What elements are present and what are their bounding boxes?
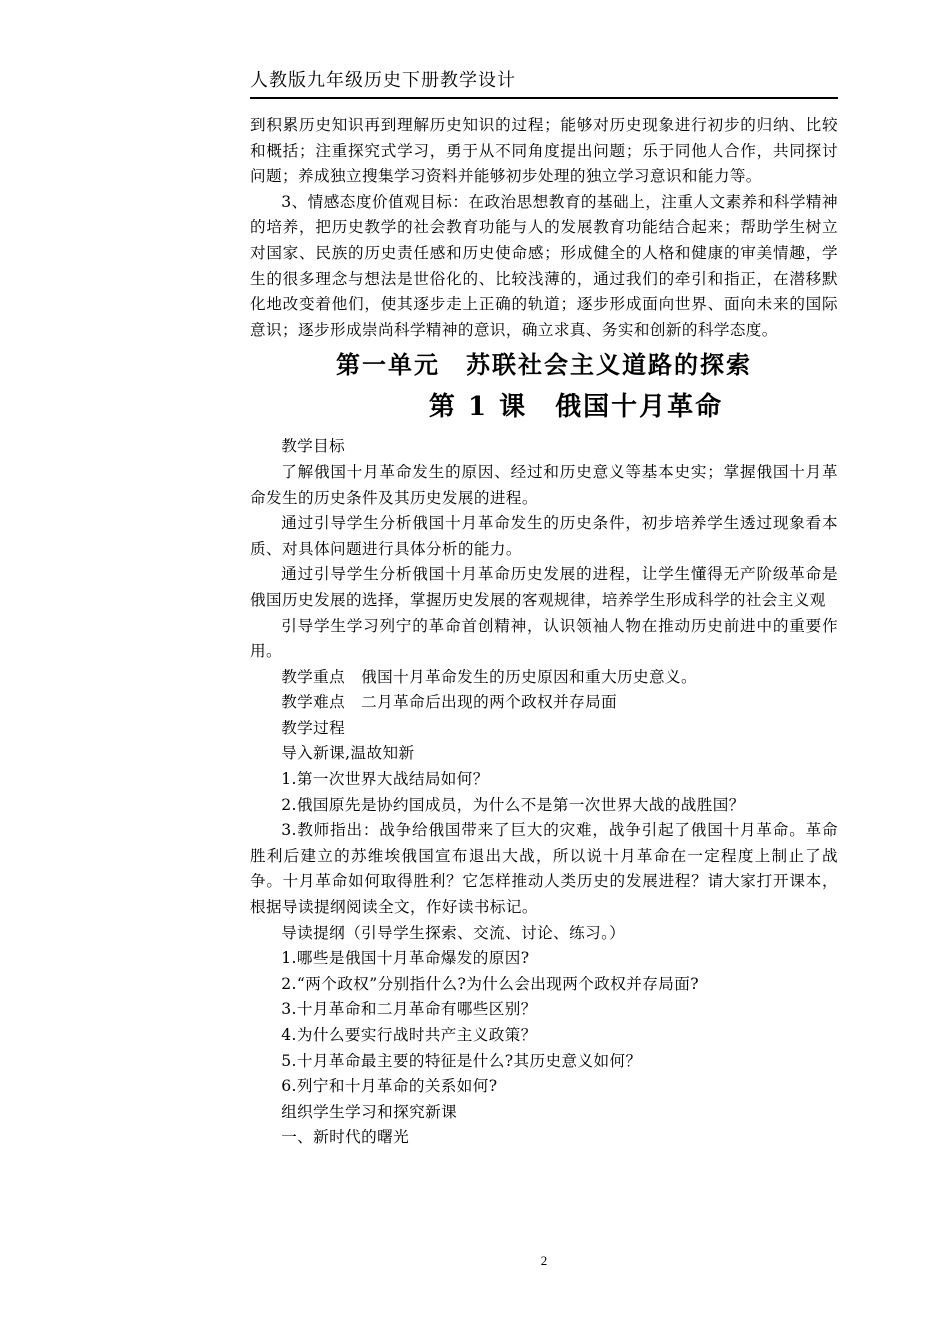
guide-item: 2.“两个政权”分别指什么?为什么会出现两个政权并存局面? [281,974,699,993]
guide-item: 3.十月革命和二月革命有哪些区别？ [281,1000,537,1019]
page-number: 2 [540,1253,548,1268]
affective-goal-paragraph: 3、情感态度价值观目标：在政治思想教育的基础上，注重人文素养和科学精神的培养，把历史教学的社会教育功能与人的发展教育功能结合起来；帮助学生树立对国家、民族的历史责任感和历史使命感；形成健全的人格和健康的审美情趣，学生的很多理念与想法是世俗化的、比较浅薄的，通过我们的牵引和指正，在潜移默化地改变着他们，使其逐步走上正确的轨道；逐步形成面向世界、面向未来的国际意识；逐步形成崇尚科学精神的意识，确立求真、务实和创新的科学态度。 [250,192,838,339]
objective-item: 通过引导学生分析俄国十月革命历史发展的进程，让学生懂得无产阶级革命是俄国历史发展的选择，掌握历史发展的客观规律，培养学生形成科学的社会主义观 [250,565,838,609]
teacher-note: 3.教师指出：战争给俄国带来了巨大的灾难，战争引起了俄国十月革命。革命胜利后建立的苏维埃俄国宣布退出大战，所以说十月革命在一定程度上制止了战争。十月革命如何取得胜利？它怎样推动人类历史的发展进程？请大家打开课本，根据导读提纲阅读全文，作好读书标记。 [250,821,838,917]
guide-item: 1.哪些是俄国十月革命爆发的原因? [281,949,530,968]
process-heading: 教学过程 [281,718,346,737]
guide-item: 4.为什么要实行战时共产主义政策？ [281,1026,537,1044]
lesson-title: 第 1 课 俄国十月革命 [428,392,724,423]
guide-item: 6.列宁和十月革命的关系如何? [281,1077,498,1096]
objective-item: 了解俄国十月革命发生的原因、经过和历史意义等基本史实；掌握俄国十月革命发生的历史条件及其历史发展的进程。 [250,462,838,507]
intro-heading: 导入新课,温故知新 [281,744,415,763]
objective-item: 通过引导学生分析俄国十月革命发生的历史条件，初步培养学生透过现象看本质、对具体问题进行具体分析的能力。 [250,514,838,558]
review-question: 1.第一次世界大战结局如何？ [281,770,489,789]
organize-heading: 组织学生学习和探究新课 [281,1102,458,1121]
objectives-heading: 教学目标 [281,437,346,456]
guide-heading: 导读提纲（引导学生探索、交流、讨论、练习。） [281,923,626,942]
running-header: 人教版九年级历史下册教学设计 [250,70,516,91]
section-heading: 一、新时代的曙光 [281,1128,410,1147]
page-content [250,113,838,1151]
key-point: 教学重点 俄国十月革命发生的历史原因和重大历史意义。 [281,667,698,686]
header-divider [250,97,838,99]
objective-item: 引导学生学习列宁的革命首创精神，认识领袖人物在推动历史前进中的重要作用。 [250,616,838,661]
review-question: 2.俄国原先是协约国成员，为什么不是第一次世界大战的战胜国？ [281,795,745,814]
unit-title: 第一单元 苏联社会主义道路的探索 [336,350,752,380]
guide-item: 5.十月革命最主要的特征是什么?其历史意义如何？ [281,1051,642,1070]
intro-paragraph-continued: 到积累历史知识再到理解历史知识的过程；能够对历史现象进行初步的归纳、比较和概括；注重探究式学习，勇于从不同角度提出问题；乐于同他人合作，共同探讨问题；养成独立搜集学习资料并能够初步处理的独立学习意识和能力等。 [250,116,838,186]
difficult-point: 教学难点 二月革命后出现的两个政权并存局面 [281,693,618,712]
